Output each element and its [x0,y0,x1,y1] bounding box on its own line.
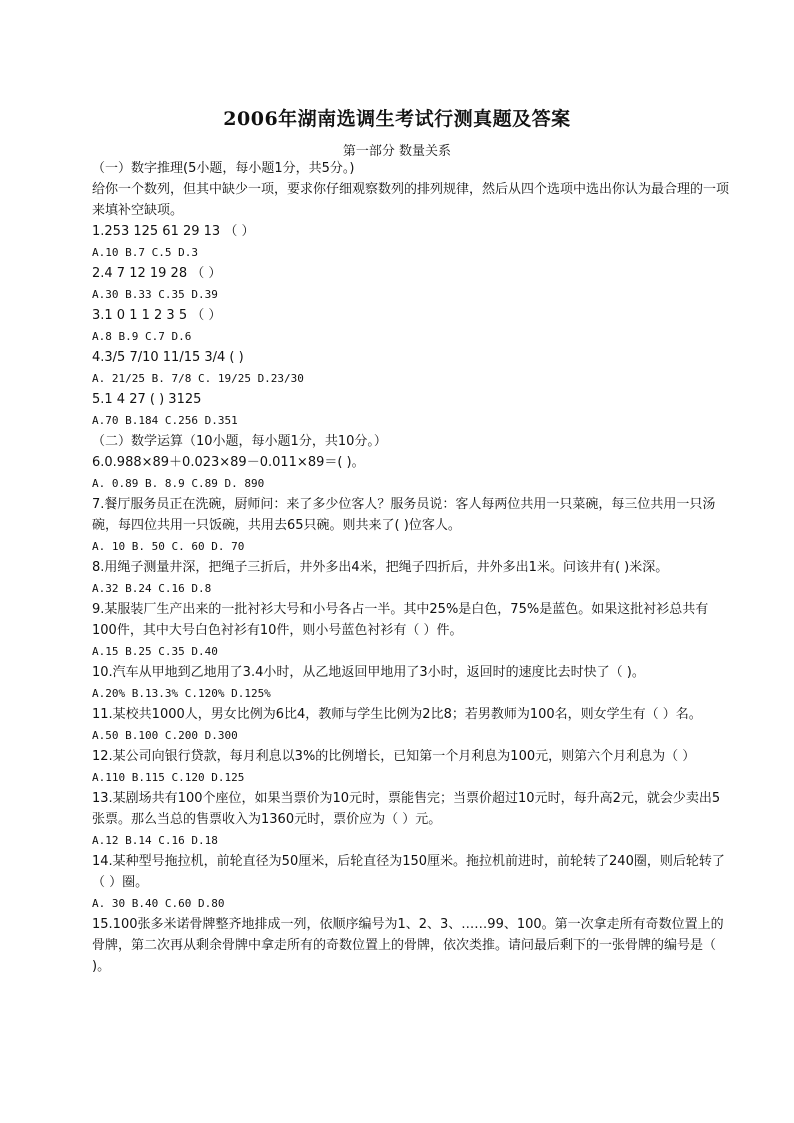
question-paragraph: 13.某剧场共有100个座位，如果当票价为10元时，票能售完；当票价超过10元时，每升高2元，就会少卖出5张票。那么当总的售票收入为1360元时，票价应为（ ）元。 [92,791,721,827]
question-line: 8.用绳子测量井深，把绳子三折后，井外多出4米，把绳子四折后，井外多出1米。问该井有( )米深。 [92,560,669,575]
page-title: 2006年湖南选调生考试行测真题及答案 [223,108,571,130]
answer-options: A.110 B.115 C.120 D.125 [92,771,245,784]
question-paragraph: 14.某种型号拖拉机，前轮直径为50厘米，后轮直径为150厘米。拖拉机前进时，前轮转了240圈，则后轮转了（ ）圈。 [92,854,725,890]
question-line: （一）数字推理(5小题，每小题1分，共5分。) [92,161,355,176]
question-line: 4.3/5 7/10 11/15 3/4 ( ) [92,350,244,365]
document-body [92,158,732,977]
question-paragraph: 12.某公司向银行贷款，每月利息以3%的比例增长，已知第一个月利息为100元，则第六个月利息为（ ） [92,749,696,764]
question-line: 3.1 0 1 1 2 3 5 （ ） [92,308,222,323]
question-line: 10.汽车从甲地到乙地用了3.4小时，从乙地返回甲地用了3小时，返回时的速度比去时快了（ )。 [92,665,645,680]
question-paragraph: 15.100张多米诺骨牌整齐地排成一列，依顺序编号为1、2、3、……99、100。第一次拿走所有奇数位置上的骨牌，第二次再从剩余骨牌中拿走所有的奇数位置上的骨牌，依次类推。请问最后剩下的一张骨牌的编号是（ )。 [92,917,724,974]
question-line: 2.4 7 12 19 28 （ ） [92,266,222,281]
question-line: 6.0.988×89＋0.023×89－0.011×89＝( )。 [92,455,365,470]
section-heading: 第一部分 数量关系 [342,144,452,159]
question-line: 5.1 4 27 ( ) 3125 [92,392,202,407]
answer-options: A. 30 B.40 C.60 D.80 [92,897,225,910]
question-paragraph: 9.某服装厂生产出来的一批衬衫大号和小号各占一半。其中25%是白色，75%是蓝色。如果这批衬衫总共有100件，其中大号白色衬衫有10件，则小号蓝色衬衫有（ ）件。 [92,602,709,638]
answer-options: A.70 B.184 C.256 D.351 [92,414,238,427]
answer-options: A.30 B.33 C.35 D.39 [92,288,218,301]
answer-options: A.10 B.7 C.5 D.3 [92,246,198,259]
question-paragraph: 给你一个数列，但其中缺少一项，要求你仔细观察数列的排列规律，然后从四个选项中选出你认为最合理的一项来填补空缺项。 [92,182,730,218]
question-line: 1.253 125 61 29 13 （ ） [92,224,255,239]
question-paragraph: 7.餐厅服务员正在洗碗，厨师问：来了多少位客人？服务员说：客人每两位共用一只菜碗，每三位共用一只汤碗，每四位共用一只饭碗，共用去65只碗。则共来了( )位客人。 [92,497,716,533]
answer-options: A.12 B.14 C.16 D.18 [92,834,218,847]
answer-options: A. 10 B. 50 C. 60 D. 70 [92,540,245,553]
answer-options: A.20% B.13.3% C.120% D.125% [92,687,271,700]
question-line: （二）数学运算（10小题，每小题1分，共10分。） [92,434,387,449]
answer-options: A. 21/25 B. 7/8 C. 19/25 D.23/30 [92,372,304,385]
answer-options: A.32 B.24 C.16 D.8 [92,582,212,595]
question-paragraph: 11.某校共1000人，男女比例为6比4，教师与学生比例为2比8；若男教师为100名，则女学生有（ ）名。 [92,707,702,722]
answer-options: A.50 B.100 C.200 D.300 [92,729,238,742]
answer-options: A. 0.89 B. 8.9 C.89 D. 890 [92,477,265,490]
answer-options: A.15 B.25 C.35 D.40 [92,645,218,658]
answer-options: A.8 B.9 C.7 D.6 [92,330,192,343]
